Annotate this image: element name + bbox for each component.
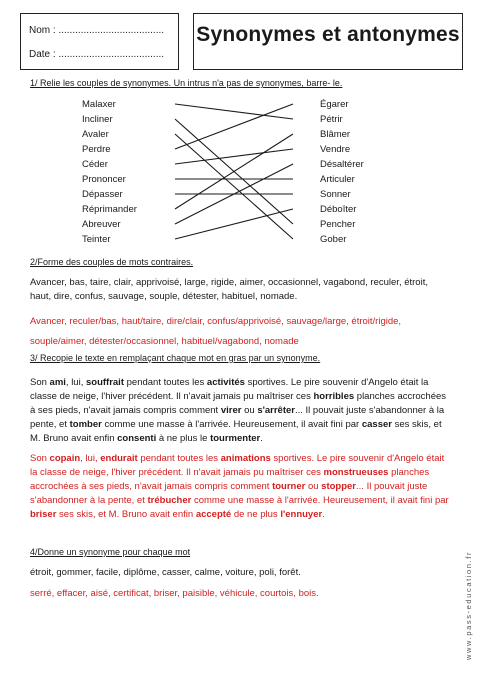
- left-word: Avaler: [82, 129, 109, 140]
- text-segment: de ne plus: [231, 509, 281, 520]
- bold-word: activités: [206, 377, 245, 388]
- left-word: Incliner: [82, 114, 113, 125]
- right-word: Sonner: [320, 189, 351, 200]
- matching-line: [175, 134, 293, 209]
- right-word: Articuler: [320, 174, 355, 185]
- text-segment: , lui,: [80, 453, 101, 464]
- text-segment: ou: [305, 481, 322, 492]
- text-segment: .: [322, 509, 325, 520]
- text-segment: comme une masse à l'arrivée. Heureusement, il avait fini par: [191, 495, 449, 506]
- bold-word: animations: [220, 453, 271, 464]
- exercise2-heading: 2/Forme des couples de mots contraires.: [30, 257, 194, 267]
- text-segment: pendant toutes les: [123, 377, 207, 388]
- text-segment: pendant toutes les: [137, 453, 221, 464]
- exercise3-heading: 3/ Recopie le texte en remplaçant chaque mot en gras par un synonyme.: [30, 353, 321, 363]
- left-word: Malaxer: [82, 99, 116, 110]
- matching-line: [175, 104, 293, 119]
- right-word: Désaltérer: [320, 159, 364, 170]
- exercise4-words: étroit, gommer, facile, diplôme, casser, calme, voiture, poli, forêt.: [30, 567, 301, 578]
- bold-word: casser: [361, 419, 392, 430]
- matching-line: [175, 104, 293, 149]
- bold-word: souffrait: [85, 377, 124, 388]
- text-segment: à ne plus le: [156, 433, 211, 444]
- bold-word: copain: [49, 453, 81, 464]
- watermark: [452, 510, 473, 660]
- right-word: Gober: [320, 234, 347, 245]
- name-field: Nom : ......................................: [29, 25, 165, 36]
- bold-word: s'arrêter: [257, 405, 295, 416]
- left-word: Dépasser: [82, 189, 123, 200]
- exercise3-answer: [30, 452, 450, 522]
- text-segment: ou: [241, 405, 258, 416]
- exercise2-words: Avancer, bas, taire, clair, apprivoisé, large, rigide, aimer, occasionnel, vagabond, reculer, étroit, haut, dire, confus, sauvage, souple, détester, habituel, nomade.: [30, 277, 428, 302]
- right-word: Pencher: [320, 219, 356, 230]
- left-word: Prononcer: [82, 174, 126, 185]
- matching-line: [175, 209, 293, 239]
- text-segment: Son: [30, 377, 50, 388]
- bold-word: l'ennuyer: [280, 509, 323, 520]
- exercise3-text: [30, 376, 450, 446]
- text-segment: sportives. Le pire souvenir d'Angelo était la classe de neige, l'hiver précédent. Il n'avait jamais pu maîtriser ces: [30, 377, 429, 402]
- bold-word: virer: [220, 405, 242, 416]
- matching-line: [175, 134, 293, 239]
- left-word: Teinter: [82, 234, 111, 245]
- page-title: Synonymes et antonymes: [196, 23, 460, 46]
- text-segment: , lui,: [65, 377, 86, 388]
- text-segment: ... Il pouvait juste s'abandonner à la pente, et: [30, 481, 428, 506]
- left-word: Abreuver: [82, 219, 121, 230]
- text-segment: ses skis, et M. Bruno avait enfin: [30, 419, 442, 444]
- text-segment: planches accrochées à ses pieds, n'avait jamais compris comment: [30, 391, 447, 416]
- right-word: Blâmer: [320, 129, 351, 140]
- bold-word: ami: [49, 377, 66, 388]
- left-word: Perdre: [82, 144, 111, 155]
- matching-line: [175, 149, 293, 164]
- right-word-list: [320, 97, 364, 247]
- bold-word: horribles: [313, 391, 355, 402]
- bold-word: tourmenter: [210, 433, 261, 444]
- bold-word: tourner: [272, 481, 306, 492]
- bold-word: briser: [30, 509, 57, 520]
- right-word: Égarer: [320, 99, 349, 110]
- exercise1-heading: 1/ Relie les couples de synonymes. Un intrus n'a pas de synonymes, barre- le.: [30, 78, 343, 88]
- text-segment: .: [260, 433, 263, 444]
- bold-word: tomber: [69, 419, 102, 430]
- right-word: Déboîter: [320, 204, 357, 215]
- left-word: Céder: [82, 159, 108, 170]
- date-field: Date : ......................................: [29, 49, 165, 60]
- bold-word: trébucher: [147, 495, 192, 506]
- bold-word: monstrueuses: [323, 467, 389, 478]
- left-word-list: [82, 97, 137, 247]
- text-segment: ses skis, et M. Bruno avait enfin: [56, 509, 196, 520]
- text-segment: Son: [30, 453, 50, 464]
- text-segment: sportives. Le pire souvenir d'Angelo était la classe de neige, l'hiver précédent. Il n'avait jamais pu maîtriser ces: [30, 453, 445, 478]
- text-segment: ... Il pouvait juste s'abandonner à la pente, et: [30, 405, 445, 430]
- text-segment: planches accrochées à ses pieds, n'avait jamais compris comment: [30, 467, 430, 492]
- exercise2-answer: Avancer, reculer/bas, haut/taire, dire/clair, confus/apprivoisé, sauvage/large, étroit/rigide, souple/aimer, détester/occasionnel, habituel/vagabond, nomade: [30, 316, 402, 347]
- bold-word: stopper: [321, 481, 357, 492]
- right-word: Vendre: [320, 144, 351, 155]
- bold-word: consenti: [117, 433, 157, 444]
- right-word: Pétrir: [320, 114, 343, 125]
- text-segment: comme une masse à l'arrivée. Heureusement, il avait fini par: [101, 419, 362, 430]
- left-word: Réprimander: [82, 204, 137, 215]
- exercise4-heading: 4/Donne un synonyme pour chaque mot: [30, 547, 191, 557]
- bold-word: accepté: [195, 509, 232, 520]
- bold-word: endurait: [100, 453, 138, 464]
- watermark-text: www.pass-education.fr: [464, 550, 473, 660]
- exercise4-answer: serré, effacer, aisé, certificat, briser, paisible, véhicule, courtois, bois.: [30, 588, 319, 599]
